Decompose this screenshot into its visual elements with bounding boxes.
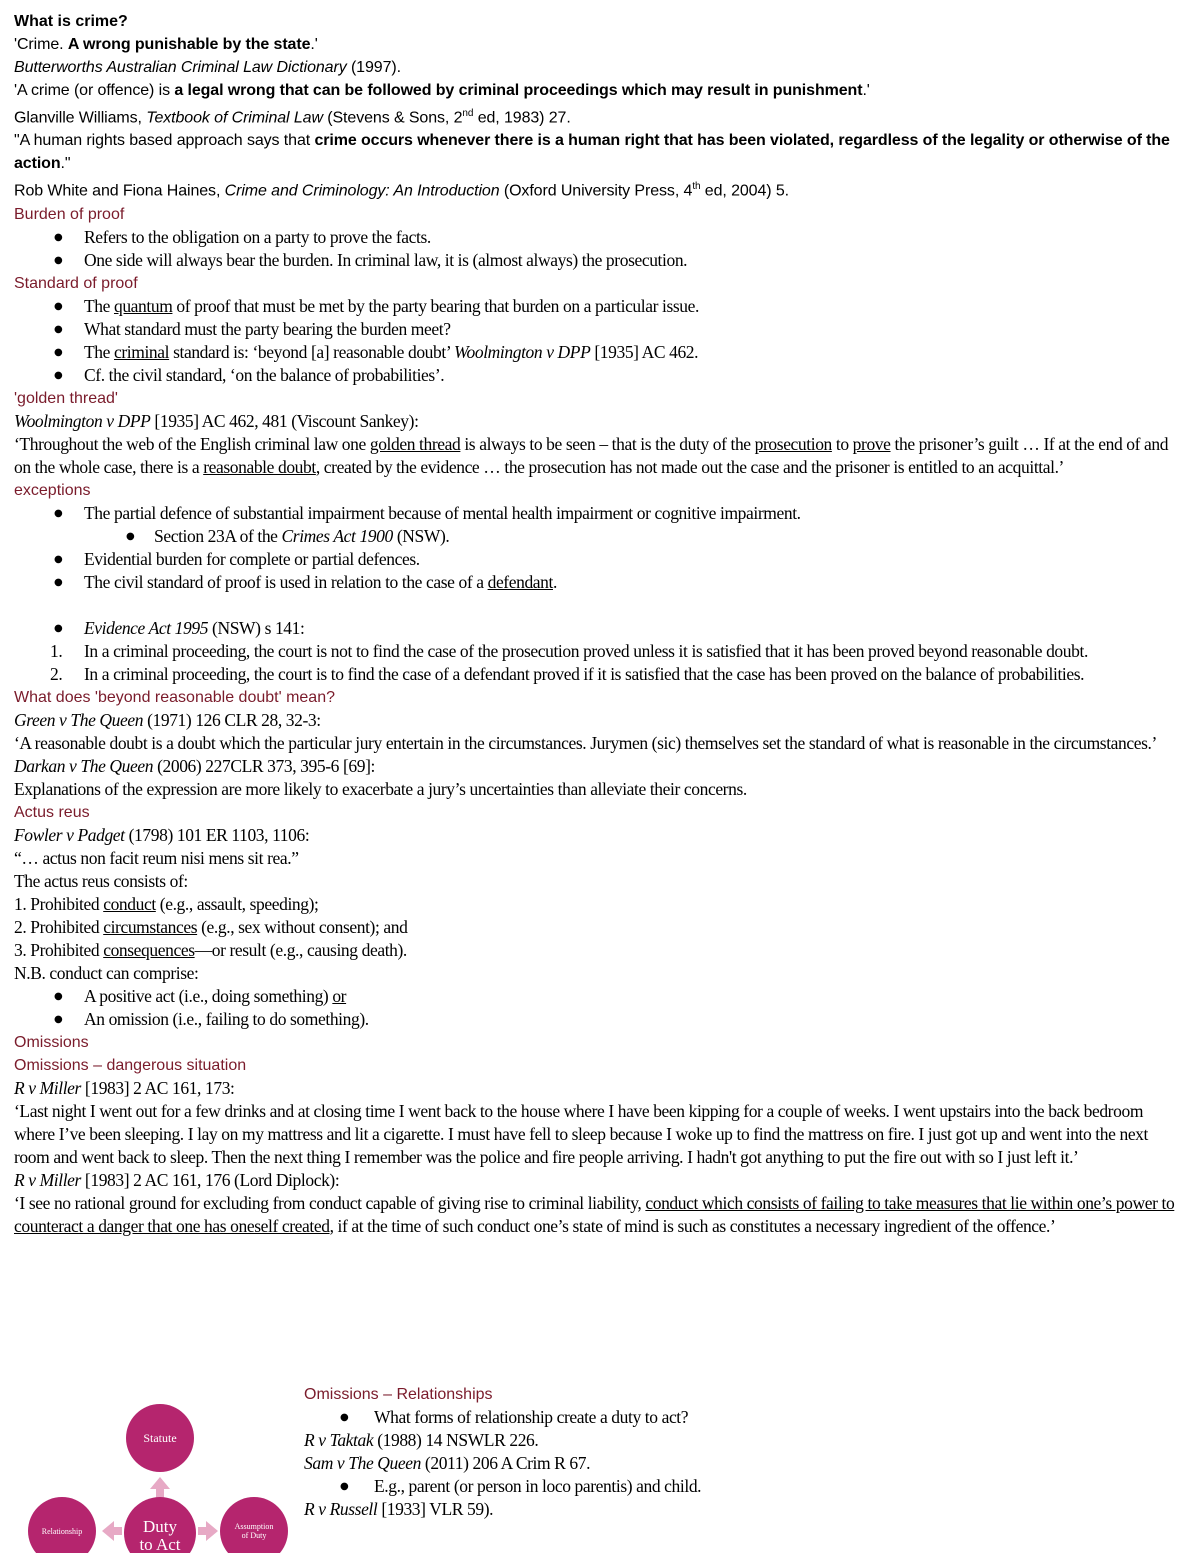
crime-definition-quote-3: "A human rights based approach says that crime occurs whenever there is a human right that has been violated, regardless of the legality or otherwise of the action." bbox=[14, 132, 1170, 173]
evidence-act-list bbox=[14, 617, 1186, 640]
case-quote: ‘Last night I went out for a few drinks and at closing time I went back to the house where I have been kipping for a couple of weeks. I went upstairs into the back bedroom where I’ve been sleeping. I lay on my mattress and lit a cigarette. I must have fell to sleep because I woke up to find the mattress on fire. I just got up and went into the next room and went back to sleep. Then the next thing I remember was the police and fire people arriving. I hadn't got anything to put the fire out with so I just left it.’ bbox=[14, 1100, 1148, 1167]
crime-definition-source-3: Rob White and Fiona Haines, Crime and Criminology: An Introduction (Oxford University Press, 4th ed, 2004) 5. bbox=[14, 181, 789, 200]
relationships-list bbox=[304, 1406, 1184, 1429]
heading-golden-thread: 'golden thread' bbox=[14, 389, 118, 407]
case-citation: Darkan v The Queen (2006) 227CLR 373, 395-6 [69]: bbox=[14, 755, 375, 776]
arrow-left-icon bbox=[102, 1521, 122, 1541]
assumption-label-line2: of Duty bbox=[241, 1531, 267, 1540]
case-citation: Sam v The Queen (2011) 206 A Crim R 67. bbox=[304, 1453, 591, 1473]
crime-definition-quote-1: 'Crime. A wrong punishable by the state.' bbox=[14, 36, 318, 53]
duty-label-line2: to Act bbox=[139, 1535, 181, 1553]
arrow-left-shape bbox=[102, 1521, 122, 1541]
case-citation: R v Miller [1983] 2 AC 161, 176 (Lord Diplock): bbox=[14, 1169, 340, 1190]
list-item: ● E.g., parent (or person in loco parentis) and child. bbox=[304, 1475, 1184, 1498]
heading-beyond-reasonable-doubt: What does 'beyond reasonable doubt' mean? bbox=[14, 688, 335, 706]
heading-omissions: Omissions bbox=[14, 1033, 89, 1051]
relationship-label: Relationship bbox=[41, 1527, 83, 1536]
case-citation: R v Miller [1983] 2 AC 161, 173: bbox=[14, 1077, 235, 1098]
relationship-circle bbox=[28, 1497, 96, 1553]
list-item: ● What forms of relationship create a duty to act? bbox=[304, 1406, 1184, 1429]
relationships-list-2 bbox=[304, 1475, 1184, 1498]
heading-exceptions: exceptions bbox=[14, 481, 91, 499]
list-item: ● Refers to the obligation on a party to prove the facts. bbox=[14, 226, 1186, 249]
list-item: 2. In a criminal proceeding, the court is to find the case of a defendant proved if it is satisfied that the case has been proved on the balance of probabilities. bbox=[50, 663, 1085, 684]
actus-intro: The actus reus consists of: bbox=[14, 870, 188, 891]
case-quote: ‘I see no rational ground for excluding from conduct capable of giving rise to criminal liability, conduct which consists of failing to take measures that lie within one’s power to counteract a danger that one has oneself created, if at the time of such conduct one’s state of mind is such as constitutes a necessary ingredient of the offence.’ bbox=[14, 1192, 1175, 1236]
list-item: 1. In a criminal proceeding, the court is not to find the case of the prosecution proved unless it is satisfied that it has been proved beyond reasonable doubt. bbox=[50, 640, 1088, 661]
actus-element-1: 1. Prohibited conduct (e.g., assault, speeding); bbox=[14, 893, 319, 914]
diagram-svg bbox=[20, 1393, 300, 1553]
burden-list bbox=[14, 226, 1186, 272]
list-item: ● What standard must the party bearing the burden meet? bbox=[14, 318, 1186, 341]
arrow-up-icon bbox=[150, 1477, 170, 1497]
arrow-up-shape bbox=[150, 1477, 170, 1497]
statute-label: Statute bbox=[143, 1431, 177, 1445]
case-citation: Green v The Queen (1971) 126 CLR 28, 32-3: bbox=[14, 709, 321, 730]
case-quote: ‘A reasonable doubt is a doubt which the particular jury entertain in the circumstances. Jurymen (sic) themselves set the standard of what is reasonable in the circumstances.’ bbox=[14, 732, 1157, 753]
case-citation: Fowler v Padget (1798) 101 ER 1103, 1106: bbox=[14, 824, 310, 845]
golden-thread-quote: ‘Throughout the web of the English criminal law one golden thread is always to be seen – that is the duty of the prosecution to prove the prisoner’s guilt … If at the end of and on the whole case, there is a reasonable doubt, created by the evidence … the prosecution has not made out the case and the prisoner is entitled to an acquittal.’ bbox=[14, 433, 1169, 477]
assumption-label-line1: Assumption bbox=[234, 1522, 274, 1531]
exceptions-sublist bbox=[14, 525, 1186, 548]
case-summary: Explanations of the expression are more likely to exacerbate a jury’s uncertainties than alleviate their concerns. bbox=[14, 778, 747, 799]
duty-label-line1: Duty bbox=[143, 1517, 177, 1536]
actus-element-3: 3. Prohibited consequences—or result (e.g., causing death). bbox=[14, 939, 407, 960]
relationships-area bbox=[0, 1383, 1200, 1553]
actus-nb: N.B. conduct can comprise: bbox=[14, 962, 199, 983]
list-item: ● The criminal standard is: ‘beyond [a] reasonable doubt’ Woolmington v DPP [1935] AC 462. bbox=[14, 341, 1186, 364]
duty-to-act-diagram bbox=[20, 1393, 300, 1553]
list-item: ● The quantum of proof that must be met by the party bearing that burden on a particular issue. bbox=[14, 295, 1186, 318]
section-title-what-is-crime: What is crime? bbox=[14, 13, 128, 30]
standard-list bbox=[14, 295, 1186, 387]
list-item: ● A positive act (i.e., doing something) or bbox=[14, 985, 1186, 1008]
conduct-list bbox=[14, 985, 1186, 1031]
heading-omissions-dangerous-situation: Omissions – dangerous situation bbox=[14, 1056, 247, 1074]
list-item: ● Cf. the civil standard, ‘on the balance of probabilities’. bbox=[14, 364, 1186, 387]
case-citation: R v Taktak (1988) 14 NSWLR 226. bbox=[304, 1430, 539, 1450]
case-quote: “… actus non facit reum nisi mens sit rea.” bbox=[14, 847, 299, 868]
actus-element-2: 2. Prohibited circumstances (e.g., sex without consent); and bbox=[14, 916, 408, 937]
list-item: ● Section 23A of the Crimes Act 1900 (NSW). bbox=[14, 525, 1186, 548]
list-item: ● The civil standard of proof is used in relation to the case of a defendant. bbox=[14, 571, 1186, 594]
list-item: ● The partial defence of substantial impairment because of mental health impairment or cognitive impairment. bbox=[14, 502, 1186, 525]
exceptions-list bbox=[14, 502, 1186, 525]
heading-standard-of-proof: Standard of proof bbox=[14, 274, 138, 292]
list-item: ● An omission (i.e., failing to do something). bbox=[14, 1008, 1186, 1031]
list-item: ● Evidential burden for complete or partial defences. bbox=[14, 548, 1186, 571]
crime-definition-source-1: Butterworths Australian Criminal Law Dictionary (1997). bbox=[14, 59, 401, 76]
heading-omissions-relationships: Omissions – Relationships bbox=[304, 1386, 493, 1403]
crime-definition-source-2: Glanville Williams, Textbook of Criminal Law (Stevens & Sons, 2nd ed, 1983) 27. bbox=[14, 108, 571, 127]
heading-burden-of-proof: Burden of proof bbox=[14, 205, 125, 223]
case-citation: Woolmington v DPP [1935] AC 462, 481 (Viscount Sankey): bbox=[14, 410, 419, 431]
arrow-right-shape bbox=[198, 1521, 218, 1541]
arrow-right-icon bbox=[198, 1521, 218, 1541]
list-item: ● Evidence Act 1995 (NSW) s 141: bbox=[14, 617, 1186, 640]
exceptions-list-2 bbox=[14, 548, 1186, 594]
heading-actus-reus: Actus reus bbox=[14, 803, 90, 821]
crime-definition-quote-2: 'A crime (or offence) is a legal wrong that can be followed by criminal proceedings which may result in punishment.' bbox=[14, 82, 870, 99]
case-citation: R v Russell [1933] VLR 59). bbox=[304, 1499, 494, 1519]
list-item: ● One side will always bear the burden. In criminal law, it is (almost always) the prosecution. bbox=[14, 249, 1186, 272]
relationships-text bbox=[304, 1383, 1184, 1521]
evidence-act-subsections bbox=[14, 640, 1186, 686]
